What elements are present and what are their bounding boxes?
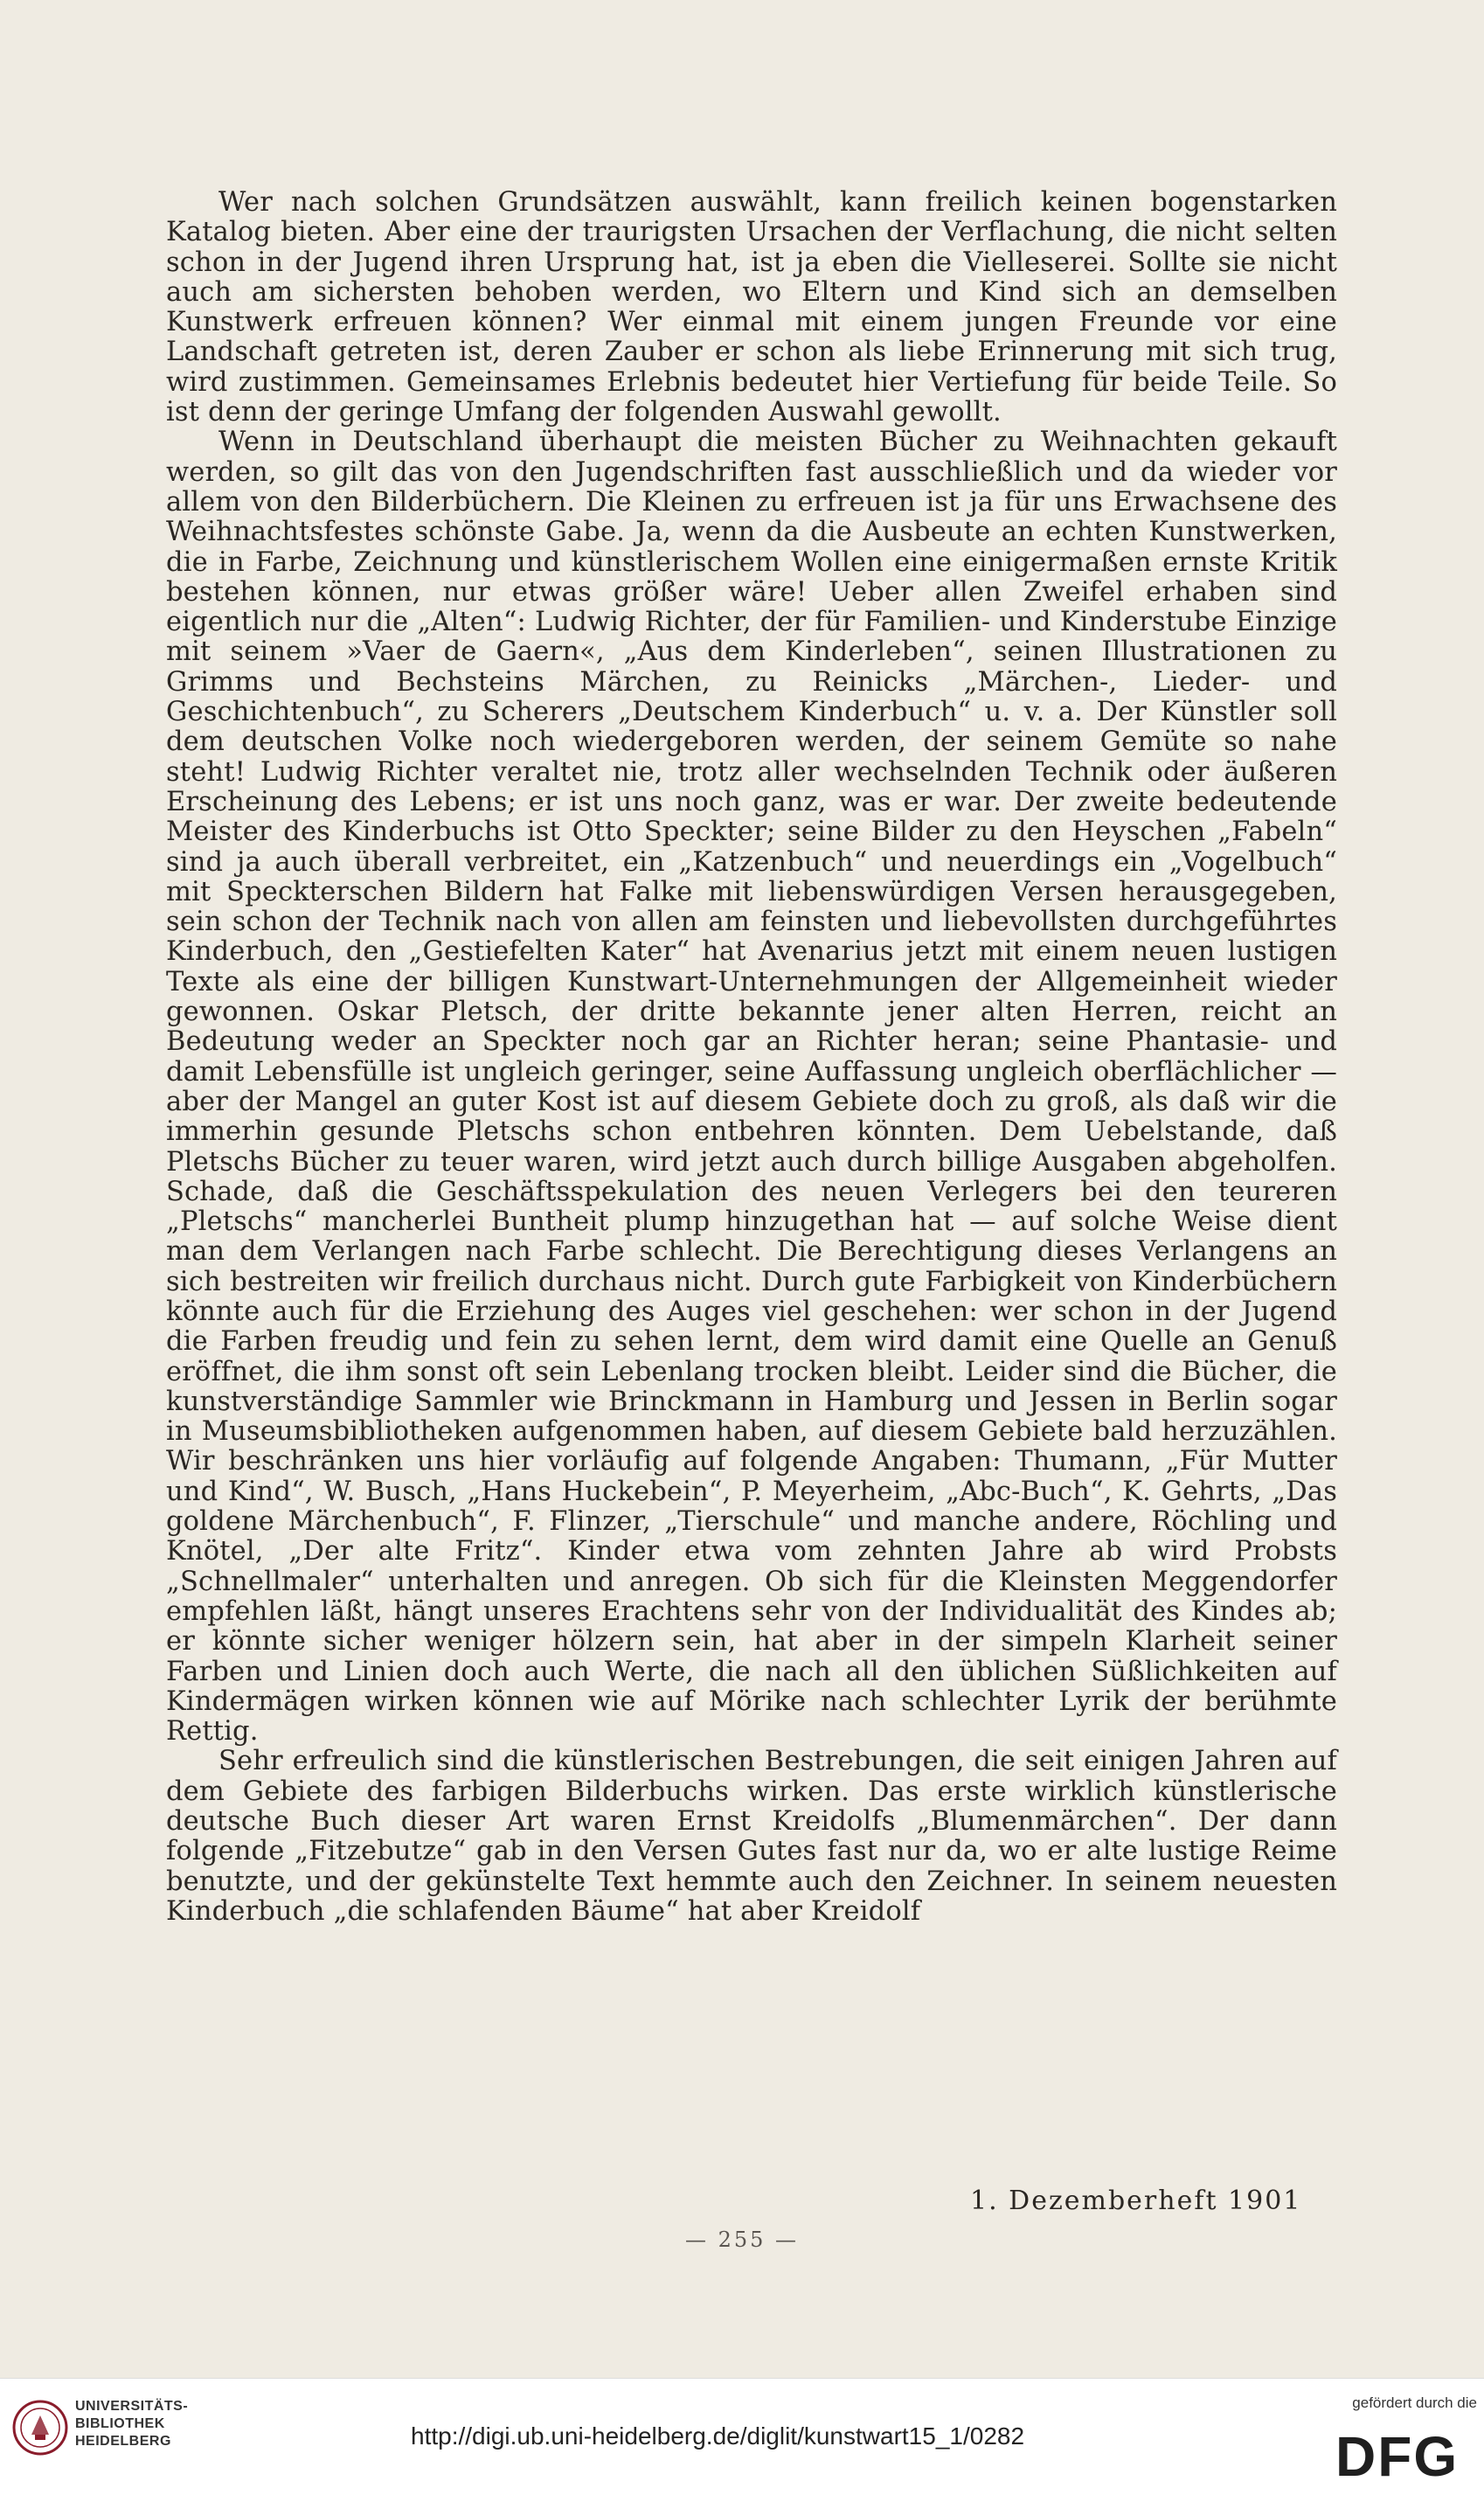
institution-line-1: UNIVERSITÄTS- [75, 2399, 189, 2414]
university-seal-icon [12, 2400, 68, 2456]
paragraph-2: Wenn in Deutschland überhaupt die meisten Bücher zu Weihnachten gekauft werden, so gilt das von den Jugendschriften fast ausschließlich und da wieder vor allem von den Bilderbüchern. Die Kleinen zu erfreuen ist ja für uns Erwachsene des Weihnachtsfestes schönste Gabe. Ja, wenn da die Ausbeute an echten Kunstwerken, die in Farbe, Zeichnung und künstlerischem Wollen eine einigermaßen ernste Kritik bestehen können, nur etwas größer wäre! Ueber allen Zweifel erhaben sind eigentlich nur die „Alten“: Ludwig Richter, der für Familien- und Kinderstube Einzige mit seinem »Vaer de Gaern«, „Aus dem Kinderleben“, seinen Illustrationen zu Grimms und Bechsteins Märchen, zu Reinicks „Märchen-, Lieder- und Geschichtenbuch“, zu Scherers „Deutschem Kinderbuch“ u. v. a. Der Künstler soll dem deutschen Volke noch wiedergeboren werden, der seinem Gemüte so nahe steht! Ludwig Richter veraltet nie, trotz aller wechselnden Technik oder äußeren Erscheinung des Lebens; er ist uns noch ganz, was er war. Der zweite bedeutende Meister des Kinderbuchs ist Otto Speckter; seine Bilder zu den Heyschen „Fabeln“ sind ja auch überall verbreitet, ein „Katzenbuch“ und neuerdings ein „Vogelbuch“ mit Speckterschen Bildern hat Falke mit liebenswürdigen Versen herausgegeben, sein schon der Technik nach von allen am feinsten und liebevollsten durchgeführtes Kinderbuch, den „Gestiefelten Kater“ hat Avenarius jetzt mit einem neuen lustigen Texte als eine der billigen Kunstwart-Unternehmungen der Allgemeinheit wieder gewonnen. Oskar Pletsch, der dritte bekannte jener alten Herren, reicht an Bedeutung weder an Speckter noch gar an Richter heran; seine Phantasie- und damit Lebensfülle ist ungleich geringer, seine Auffassung ungleich oberflächlicher — aber der Mangel an guter Kost ist auf diesem Gebiete doch zu groß, als daß wir die immerhin gesunde Pletschs schon entbehren könnten. Dem Uebelstande, daß Pletschs Bücher zu teuer waren, wird jetzt auch durch billige Ausgaben abgeholfen. Schade, daß die Geschäftsspekulation des neuen Verlegers bei den teureren „Pletschs“ mancherlei Buntheit plump hinzugethan hat — auf solche Weise dient man dem Verlangen nach Farbe schlecht. Die Berechtigung dieses Verlangens an sich bestreiten wir freilich durchaus nicht. Durch gute Farbigkeit von Kinderbüchern könnte auch für die Erziehung des Auges viel geschehen: wer schon in der Jugend die Farben freudig und fein zu sehen lernt, dem wird damit eine Quelle an Genuß eröffnet, die ihm sonst oft sein Lebenlang trocken bleibt. Leider sind die Bücher, die kunstverständige Sammler wie Brinckmann in Hamburg und Jessen in Berlin sogar in Museumsbibliotheken aufgenommen haben, auf diesem Gebiete bald herzuzählen. Wir beschränken uns hier vorläufig auf folgende Angaben: Thumann, „Für Mutter und Kind“, W. Busch, „Hans Huckebein“, P. Meyerheim, „Abc-Buch“, K. Gehrts, „Das goldene Märchenbuch“, F. Flinzer, „Tierschule“ und manche andere, Röchling und Knötel, „Der alte Fritz“. Kinder etwa vom zehnten Jahre ab wird Probsts „Schnellmaler“ unterhalten und anregen. Ob sich für die Kleinsten Meggendorfer empfehlen läßt, hängt unseres Erachtens sehr von der Individualität des Kindes ab; er könnte sicher weniger hölzern sein, hat aber in der simpeln Klarheit seiner Farben und Linien doch auch Werte, die nach all den üblichen Süßlichkeiten auf Kindermägen wirken können wie auf Mörike nach schlechter Lyrik der berühmte Rettig. [166, 427, 1337, 1748]
university-library-logo[interactable] [12, 2398, 187, 2477]
text-column [166, 188, 1337, 1927]
dfg-logo: DFG [1335, 2425, 1460, 2488]
paragraph-1: Wer nach solchen Grundsätzen auswählt, kann freilich keinen bogenstarken Katalog bieten. Aber eine der traurigsten Ursachen der Verflachung, die nicht selten schon in der Jugend ihren Ursprung hat, ist ja eben die Vielleserei. Sollte sie nicht auch am sichersten behoben werden, wo Eltern und Kind sich an demselben Kunstwerk erfreuen können? Wer einmal mit einem jungen Freunde vor eine Landschaft getreten ist, deren Zauber er schon als liebe Erinnerung mit sich trug, wird zustimmen. Gemeinsames Erlebnis bedeutet hier Vertiefung für beide Teile. So ist denn der geringe Umfang der folgenden Auswahl gewollt. [166, 187, 1337, 428]
dfg-funding-block[interactable] [1311, 2387, 1477, 2492]
paragraph-3: Sehr erfreulich sind die künstlerischen Bestrebungen, die seit einigen Jahren auf dem Gebiete des farbigen Bilderbuchs wirken. Das erste wirklich künstlerische deutsche Buch dieser Art waren Ernst Kreidolfs „Blumenmärchen“. Der dann folgende „Fitzebutze“ gab in den Versen Gutes fast nur da, wo er alte lustige Reime benutzte, und der gekünstelte Text hemmte auch den Zeichner. In seinem neuesten Kinderbuch „die schlafenden Bäume“ hat aber Kreidolf [166, 1746, 1337, 1927]
institution-line-2: BIBLIOTHEK [75, 2416, 165, 2431]
page-number: — 255 — [684, 2227, 800, 2252]
funding-caption: gefördert durch die [1352, 2394, 1477, 2411]
issue-line: 1. Dezemberheft 1901 [970, 2186, 1302, 2216]
digitization-url-link[interactable]: http://digi.ub.uni-heidelberg.de/diglit/kunstwart15_1/0282 [411, 2422, 1025, 2450]
footer-bar [0, 2378, 1484, 2495]
institution-line-3: HEIDELBERG [75, 2434, 171, 2449]
